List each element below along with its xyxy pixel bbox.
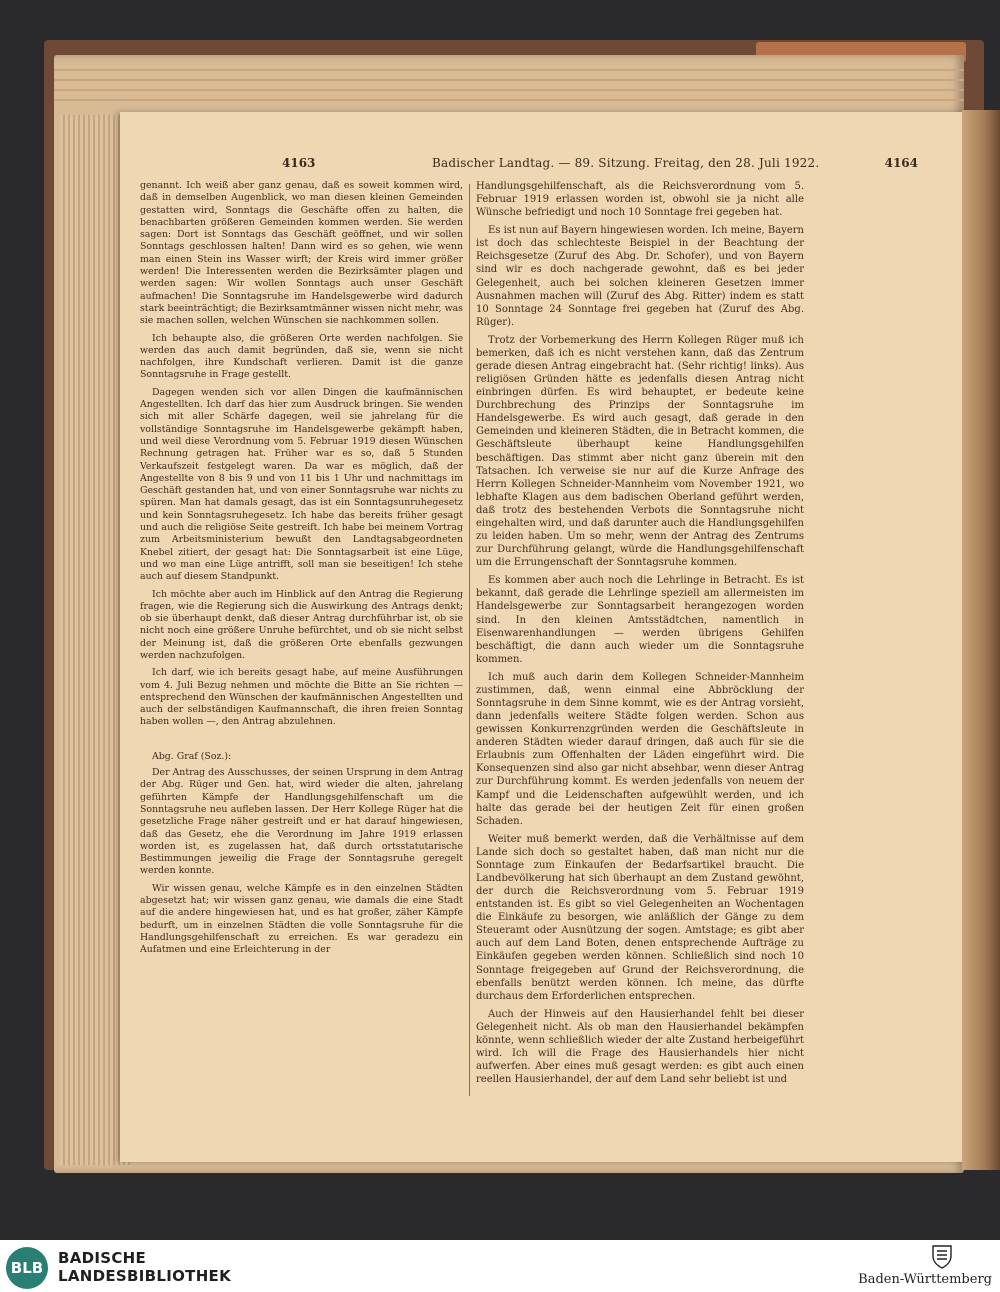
paragraph: Auch der Hinweis auf den Hausierhandel fehlt bei dieser Gelegenheit nicht. Als ob man den Hausierhandel bekämpfen könnte, wenn schließlich wieder der alte Zustand herbeigeführt wird. Ich will die Frage des Hausierhandels hier nicht aufwerfen. Aber eines muß gesagt werden: es gibt auch einen reellen Hausierhandel, der auf dem Land sehr beliebt ist und <box>476 1008 804 1086</box>
blb-logo-icon[interactable]: BLB <box>6 1247 48 1289</box>
paragraph: genannt. Ich weiß aber ganz genau, daß es soweit kommen wird, daß in demselben Augenblick, wo man diesen kleinen Gemeinden gestatten wird, Sonntags die Geschäfte offen zu halten, die benachbarten größeren Gemeinden kommen werden. Sie werden sagen: Dort ist Sonntags das Geschäft geöffnet, und wir sollen Sonntags geschlossen halten! Dann wird es so gehen, wie wenn man einen Stein ins Wasser wirft; der Kreis wird immer größer werden! Die Interessenten werden die Bezirksämter plagen und werden sagen: Wir wollen Sonntags auch unser Geschäft aufmachen! Die Sonntagsruhe im Handelsgewerbe wird dadurch stark beeinträchtigt; die Bezirksamtmänner wissen nicht mehr, was sie machen sollen, welchen Wünschen sie nachkommen sollen. <box>140 180 463 327</box>
paragraph: Wir wissen genau, welche Kämpfe es in den einzelnen Städten abgesetzt hat; wir wissen ganz genau, wie damals die eine Stadt auf die andere hingewiesen hat, und es hat großer, zäher Kämpfe bedurft, um in einzelnen Städten die volle Sonntagsruhe für die Handlungsgehilfenschaft zu erreichen. Es war geradezu ein Aufatmen und eine Erleichterung in der <box>140 882 463 956</box>
state-crest-icon <box>930 1243 954 1269</box>
paragraph: Dagegen wenden sich vor allen Dingen die kaufmännischen Angestellten. Ich darf das hier zum Ausdruck bringen. Sie wenden sich mit aller Schärfe dagegen, weil sie jahrelang für die vollständige Sonntagsruhe im Handelsgewerbe gekämpft haben, und weil diese Verordnung vom 5. Februar 1919 diesen Wünschen Rechnung getragen hat. Früher war es so, daß 5 Stunden Verkaufszeit festgelegt waren. Da war es möglich, daß der Angestellte von 8 bis 9 und von 11 bis 1 Uhr und nachmittags im Geschäft gestanden hat, und von einer Sonntagsruhe war nichts zu spüren. Man hat damals gesagt, das ist ein Sonntagsunruhegesetz und kein Sonntagsruhegesetz. Ich habe das bereits früher gesagt und auch die religiöse Seite gestreift. Ich habe bei meinem Vortrag zum Arbeitsministerium bewußt den Landtagsabgeordneten Knebel zitiert, der gesagt hat: Die Sonntagsarbeit ist eine Lüge, und wo man eine Lüge antrifft, soll man sie beseitigen! Ich stehe auch auf diesem Standpunkt. <box>140 386 463 583</box>
paragraph: Es kommen aber auch noch die Lehrlinge in Betracht. Es ist bekannt, daß gerade die Lehrlinge speziell am allermeisten im Handelsgewerbe zur Sonntagsarbeit herangezogen worden sind. In den kleinen Amtsstädtchen, namentlich in Eisenwarenhandlungen — werden übrigens Gehilfen beschäftigt, die dann auch wieder um die Sonntagsruhe kommen. <box>476 575 804 665</box>
paragraph: Ich möchte aber auch im Hinblick auf den Antrag die Regierung fragen, wie die Regierung sich die Auswirkung des Antrags denkt; ob sie überhaupt denkt, daß dieser Antrag durchführbar ist, ob sie nicht noch eine größere Unruhe befürchtet, und ob sie nicht selbst der Meinung ist, daß die größeren Orte ebenfalls gezwungen werden nachzufolgen. <box>140 588 463 661</box>
running-title: Badischer Landtag. — 89. Sitzung. Freitag, den 28. Juli 1922. <box>432 156 820 170</box>
book-gutter <box>962 110 1000 1170</box>
paragraph: Weiter muß bemerkt werden, daß die Verhältnisse auf dem Lande sich doch so gestaltet haben, daß man nicht nur die Sonntage zum Einkaufen der Bedarfsartikel braucht. Die Landbevölkerung hat sich überhaupt an dem Zustand gewöhnt, der durch die Reichsverordnung vom 5. Februar 1919 entstanden ist. Es gibt so viel Gelegenheiten an Wochentagen die Einkäufe zu besorgen, wie anläßlich der Gänge zu dem Steueramt oder Ausnützung der sogen. Amtstage; es gibt aber auch auf dem Land Boten, denen entsprechende Aufträge zu Einkäufen gegeben werden können. Schließlich sind noch 10 Sonntage freigegeben auf Grund der Reichsverordnung, die ebenfalls benützt werden können. Ich meine, das dürfte durchaus dem Erforderlichen entsprechen. <box>476 833 804 1002</box>
library-name[interactable] <box>58 1249 231 1285</box>
page-number-left: 4163 <box>282 156 316 170</box>
page-number-right: 4164 <box>884 156 918 170</box>
paragraph: Ich muß auch darin dem Kollegen Schneider-Mannheim zustimmen, daß, wenn einmal eine Abbröcklung der Sonntagsruhe in dem Sinne kommt, wie es der Antrag vorsieht, dann jedenfalls weitere Städte folgen werden. Schon aus gewissen Konkurrenzgründen werden die Geschäftsleute in anderen Städten wieder darauf dringen, daß auch für sie die Erlaubnis zum Offenhalten der Läden eingeführt wird. Die Konsequenzen sind also gar nicht absehbar, wenn dieser Antrag zur Durchführung kommt. Es werden jedenfalls von neuem der Kampf und die Leidenschaften aufgewühlt werden, und ich halte das gerade bei der heutigen Zeit für einen großen Schaden. <box>476 671 804 827</box>
text-column-left <box>140 180 463 962</box>
paragraph: Der Antrag des Ausschusses, der seinen Ursprung in dem Antrag der Abg. Rüger und Gen. hat, wird wieder die alten, jahrelang geführten Kämpfe der Handlungsgehilfenschaft um die Sonntagsruhe neu aufleben lassen. Der Herr Kollege Rüger hat die gesetzliche Frage näher gestreift und er hat darauf hingewiesen, daß das Gesetz, ehe die Verordnung im Jahre 1919 erlassen worden ist, es zugelassen hat, daß durch ortsstatutarische Bestimmungen jeweilig die Frage der Sonntagsruhe geregelt werden konnte. <box>140 767 463 877</box>
speaker-heading: Abg. Graf (Soz.): <box>152 750 232 762</box>
paragraph: Ich behaupte also, die größeren Orte werden nachfolgen. Sie werden das auch damit begründen, daß sie, wenn sie nicht nachfolgen, ihre Kundschaft verlieren. Damit ist die ganze Sonntagsruhe in Frage gestellt. <box>140 332 463 381</box>
paragraph: Trotz der Vorbemerkung des Herrn Kollegen Rüger muß ich bemerken, daß ich es nicht verstehen kann, daß das Zentrum gerade diesen Antrag eingebracht hat. (Sehr richtig! links). Aus religiösen Gründen hätte es jedenfalls diesen Antrag nicht einbringen dürfen. Es wird behauptet, er bedeute keine Durchbrechung des Prinzips der Sonntagsruhe im Handelsgewerbe. Es wird auch gesagt, daß gerade in den Gemeinden und kleineren Städten, die in Betracht kommen, die Geschäftsleute überhaupt keine Handlungsgehilfen beschäftigen. Das stimmt aber nicht ganz überein mit den Tatsachen. Ich verweise sie nur auf die Kurze Anfrage des Herrn Kollegen Schneider-Mannheim vom November 1921, wo lebhafte Klagen aus dem badischen Oberland geführt werden, daß trotz des bestehenden Verbots die Sonntagsruhe nicht eingehalten wird, und daß darunter auch die Handlungsgehilfen zu leiden haben. Um so mehr, wenn der Antrag des Zentrums zur Durchführung gelangt, würde die Handlungsgehilfenschaft um die Errungenschaft der Sonntagsruhe kommen. <box>476 334 804 569</box>
paragraph: Handlungsgehilfenschaft, als die Reichsverordnung vom 5. Februar 1919 erlassen worden ist, obwohl sie ja nicht alle Wünsche befriedigt und noch 10 Sonntage frei gegeben hat. <box>476 181 804 219</box>
paragraph: Ich darf, wie ich bereits gesagt habe, auf meine Ausführungen vom 4. Juli Bezug nehmen und möchte die Bitte an Sie richten — entsprechend den Wünschen der kaufmännischen Angestellten und auch der selbständigen Kaufmannschaft, die ihren freien Sonntag haben wollen —, den Antrag abzulehnen. <box>140 667 463 728</box>
column-divider <box>469 184 470 1096</box>
text-column-right <box>476 180 804 1091</box>
page-header <box>120 156 968 176</box>
library-name-line2: LANDESBIBLIOTHEK <box>58 1267 232 1285</box>
state-name: Baden-Württemberg <box>858 1272 992 1287</box>
paragraph: Es ist nun auf Bayern hingewiesen worden. Ich meine, Bayern ist doch das schlechteste Beispiel in der Beachtung der Reichsgesetze (Zuruf des Abg. Dr. Schofer), und von Bayern sind wir es doch nachgerade gewohnt, daß es bei jeder Gelegenheit, auch bei solchen kleineren Gesetzen immer Ausnahmen machen will (Zuruf des Abg. Ritter) indem es statt 10 Sonntage 24 Sonntage frei gegeben hat (Zuruf des Abg. Rüger). <box>476 225 805 328</box>
library-name-line1: BADISCHE <box>58 1249 147 1267</box>
